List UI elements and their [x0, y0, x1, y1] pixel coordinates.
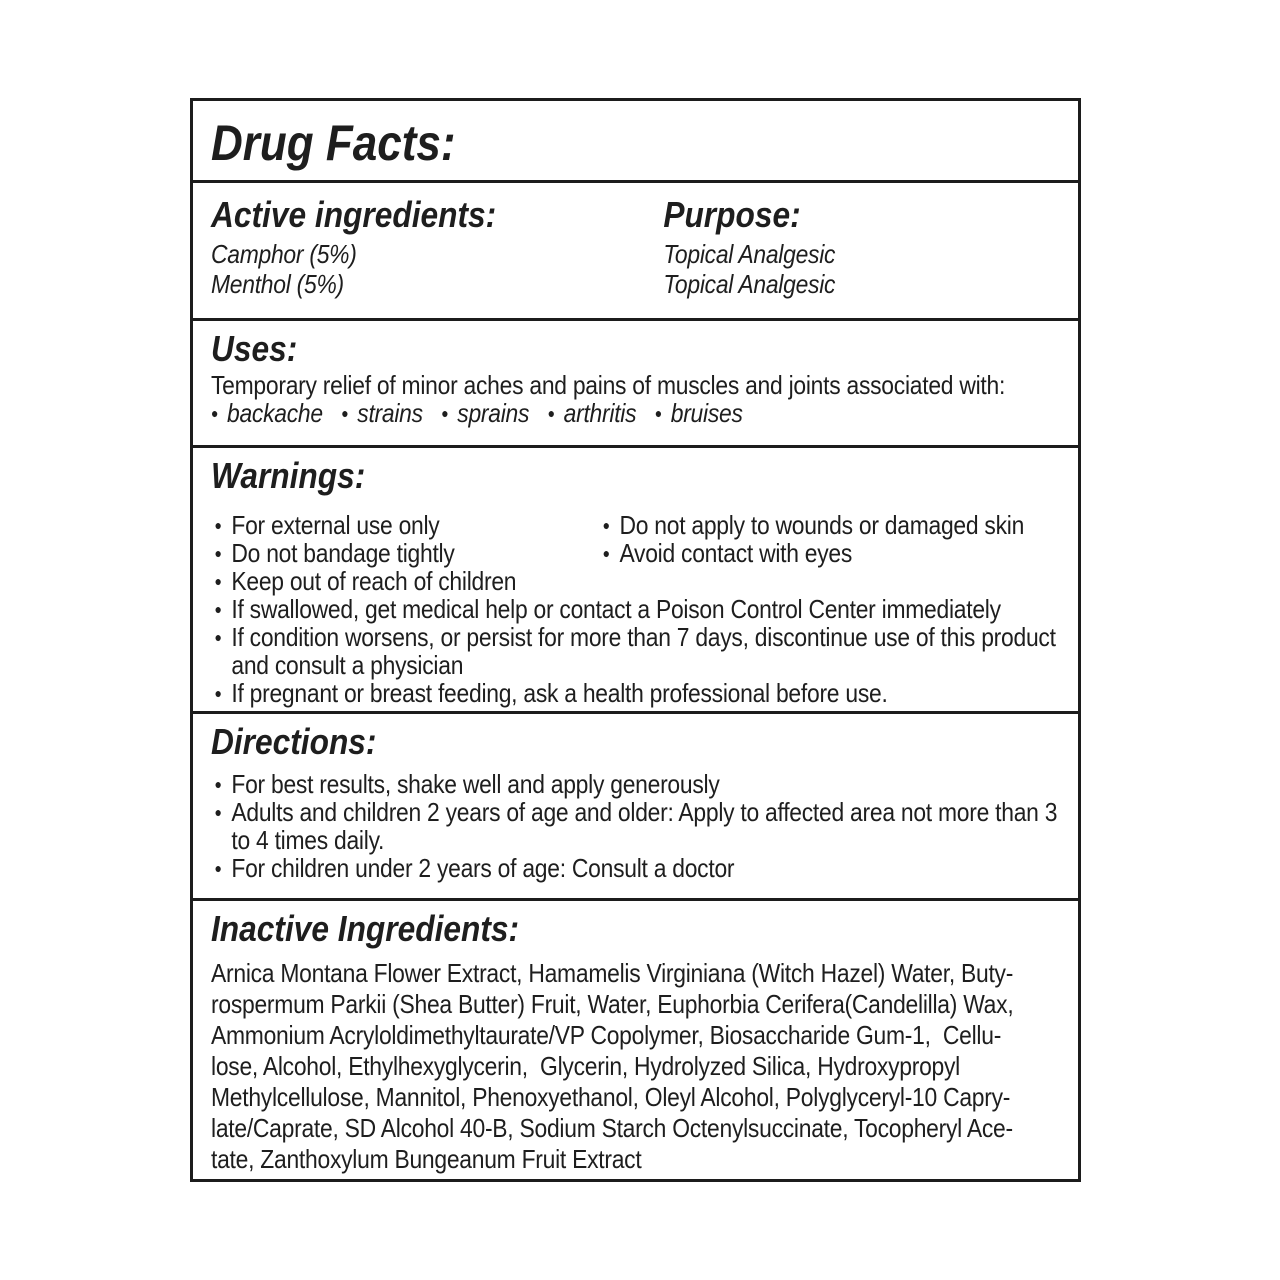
ingredient-name: Menthol (5%) [211, 269, 344, 299]
inactive-ingredients-text [211, 958, 1060, 1175]
uses-bullet-item: ● bruises [655, 399, 743, 427]
warnings-heading: Warnings: [211, 455, 366, 496]
inactive-ingredients-line: lose, Alcohol, Ethylhexyglycerin, Glycerin, Hydrolyzed Silica, Hydroxypropyl [211, 1051, 961, 1081]
uses-bullet-item: ● arthritis [548, 399, 637, 427]
directions-heading: Directions: [211, 721, 377, 762]
inactive-ingredients-line: late/Caprate, SD Alcohol 40-B, Sodium Starch Octenylsuccinate, Tocopheryl Ace- [211, 1113, 1013, 1143]
uses-intro: Temporary relief of minor aches and pains of muscles and joints associated with: [211, 370, 1006, 400]
warning-item: ● Do not bandage tightly [211, 539, 599, 567]
direction-item: ● For children under 2 years of age: Consult a doctor [211, 854, 1060, 882]
inactive-ingredients-heading: Inactive Ingredients: [211, 908, 520, 949]
warning-item: ● If condition worsens, or persist for more than 7 days, discontinue use of this product and consult a physician [211, 623, 1060, 679]
warnings-pair-row [211, 511, 1060, 539]
uses-bullet-item: ● strains [341, 399, 423, 427]
ingredient-name: Camphor (5%) [211, 239, 357, 269]
section-inactive-ingredients [193, 898, 1078, 1179]
warning-item: ● If swallowed, get medical help or contact a Poison Control Center immediately [211, 595, 1060, 623]
inactive-ingredients-line: Arnica Montana Flower Extract, Hamamelis Virginiana (Witch Hazel) Water, Buty- [211, 958, 1014, 988]
section-uses [193, 318, 1078, 445]
ingredient-row [211, 239, 1060, 269]
inactive-ingredients-line: tate, Zanthoxylum Bungeanum Fruit Extract [211, 1144, 642, 1174]
warnings-two-column-list [211, 511, 1060, 567]
uses-bullet-item: ● backache [211, 399, 323, 427]
inactive-ingredients-line: rospermum Parkii (Shea Butter) Fruit, Water, Euphorbia Cerifera(Candelilla) Wax, [211, 989, 1014, 1019]
section-directions [193, 711, 1078, 898]
active-ingredients-heading: Active ingredients: [211, 194, 497, 235]
uses-bullet-list [211, 399, 1060, 427]
active-ingredients-rows [211, 239, 1060, 299]
ingredient-row [211, 269, 1060, 299]
direction-item: ● For best results, shake well and apply generously [211, 770, 1060, 798]
section-warnings [193, 445, 1078, 711]
section-active-ingredients [193, 180, 1078, 318]
uses-heading: Uses: [211, 328, 298, 369]
ingredient-purpose: Topical Analgesic [663, 269, 836, 299]
ingredient-purpose: Topical Analgesic [663, 239, 836, 269]
section-title [193, 101, 1078, 180]
warning-item: ● Avoid contact with eyes [599, 539, 852, 567]
warning-item: ● Keep out of reach of children [211, 567, 1060, 595]
warning-item: ● For external use only [211, 511, 599, 539]
label-title: Drug Facts: [211, 115, 456, 171]
purpose-heading: Purpose: [663, 194, 801, 235]
inactive-ingredients-line: Ammonium Acryloldimethyltaurate/VP Copolymer, Biosaccharide Gum-1, Cellu- [211, 1020, 1002, 1050]
direction-item: ● Adults and children 2 years of age and older: Apply to affected area not more than 3 to 4 times daily. [211, 798, 1060, 854]
directions-list [211, 770, 1060, 882]
active-ingredients-header-row [211, 183, 1060, 237]
warning-item: ● Do not apply to wounds or damaged skin [599, 511, 1024, 539]
drug-facts-label [190, 98, 1081, 1182]
uses-bullet-item: ● sprains [441, 399, 529, 427]
warning-item: ● If pregnant or breast feeding, ask a health professional before use. [211, 679, 1060, 707]
warnings-list [211, 567, 1060, 707]
inactive-ingredients-line: Methylcellulose, Mannitol, Phenoxyethanol, Oleyl Alcohol, Polyglyceryl-10 Capry- [211, 1082, 1011, 1112]
warnings-pair-row [211, 539, 1060, 567]
